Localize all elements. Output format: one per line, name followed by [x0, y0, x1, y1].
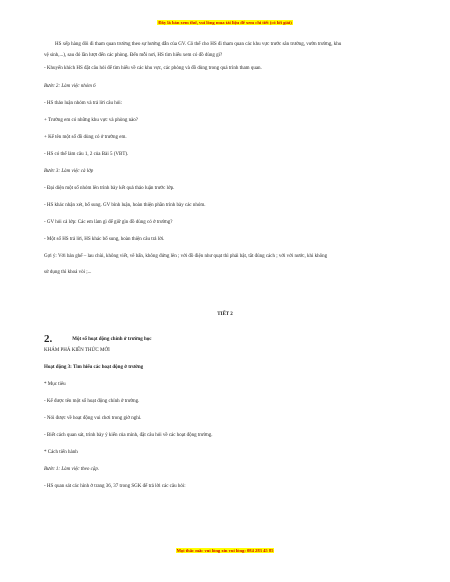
- section-heading: [44, 330, 414, 348]
- method-heading: * Cách tiến hành: [44, 450, 78, 455]
- step-2-workbook: - HS có thể làm câu 1, 2 của Bài 5 (VBT).: [44, 152, 129, 157]
- step-3-item-2: - HS khác nhận xét, bổ sung. GV bình luận, hoàn thiện phần trình bày các nhóm.: [44, 203, 206, 208]
- step-1-heading: Bước 1: Làm việc theo cặp.: [44, 467, 100, 472]
- section-number: 2.: [44, 333, 53, 346]
- lesson-heading: TIẾT 2: [217, 312, 233, 317]
- section-title: Một số hoạt động chính ở trường học: [72, 336, 152, 342]
- preview-banner-top-text: Đây là bản xem thử, vui lòng mua tài liệu để xem chi tiết (có lời giải): [158, 20, 292, 25]
- activity-3-heading: Hoạt động 3: Tìm hiểu các hoạt động ở trường: [44, 365, 144, 370]
- paragraph-encourage: - Khuyến khích HS đặt câu hỏi để tìm hiểu về các khu vực, các phòng và đồ dùng trong quá trình tham quan.: [44, 66, 262, 71]
- paragraph-tour: HS xếp hàng đôi đi tham quan trường theo sự hướng dẫn của GV. Cô thể cho HS đi tham quan các khu vực trước sân trường, vườn trường, khu: [55, 42, 342, 47]
- explore-heading: KHÁM PHÁ KIẾN THỨC MỚI: [44, 348, 110, 353]
- objective-2: - Nói được về hoạt động vui chơi trong giờ nghỉ.: [44, 416, 142, 421]
- step-2-heading: Bước 2: Làm việc nhóm 6: [44, 84, 96, 89]
- question-items: + Kể tên một số đồ dùng có ở trường em.: [44, 135, 127, 140]
- objective-heading: * Mục tiêu: [44, 382, 66, 387]
- objective-1: - Kể được tên một số hoạt động chính ở trường.: [44, 399, 140, 404]
- paragraph-tour-cont: vệ sinh,...), sau đó lần lượt đến các phòng. Đến mỗi nơi, HS tìm hiểu xem có đồ dùng gì?: [44, 53, 223, 58]
- question-areas: + Trường em có những khu vực và phòng nào?: [44, 118, 139, 123]
- step-1-item: - HS quan sát các hình ở trang 36, 37 trong SGK để trả lời các câu hỏi:: [44, 484, 186, 489]
- step-3-item-4: - Một số HS trả lời, HS khác bổ sung, hoàn thiện câu trả lời.: [44, 237, 165, 242]
- suggestion-cont: sử dụng thì khoá vòi ;...: [44, 270, 92, 275]
- preview-banner-bottom-text: Mọi thắc mắc vui lòng xin vui lòng: 084 283 45 85: [176, 548, 274, 553]
- step-3-item-3: - GV hỏi cả lớp: Các em làm gì để giữ gìn đồ dùng có ở trường?: [44, 220, 173, 225]
- preview-banner-top: [0, 20, 450, 25]
- suggestion: Gợi ý: Với bàn ghế – lau chùi, không viết, vẽ bẩn, không đứng lên ; với đồ điện như quạt thì phải bật, tắt đúng cách ; với với nước, khi không: [44, 254, 328, 259]
- step-2-item: - HS thảo luận nhóm và trả lời câu hỏi:: [44, 101, 123, 106]
- step-3-heading: Bước 3: Làm việc cả lớp: [44, 169, 94, 174]
- preview-banner-bottom: [0, 548, 450, 553]
- objective-3: - Biết cách quan sát, trình bày ý kiến của mình, đặt câu hỏi về các hoạt động trường.: [44, 433, 213, 438]
- step-3-item-1: - Đại diện một số nhóm lên trình bày kết quả thảo luận trước lớp.: [44, 186, 175, 191]
